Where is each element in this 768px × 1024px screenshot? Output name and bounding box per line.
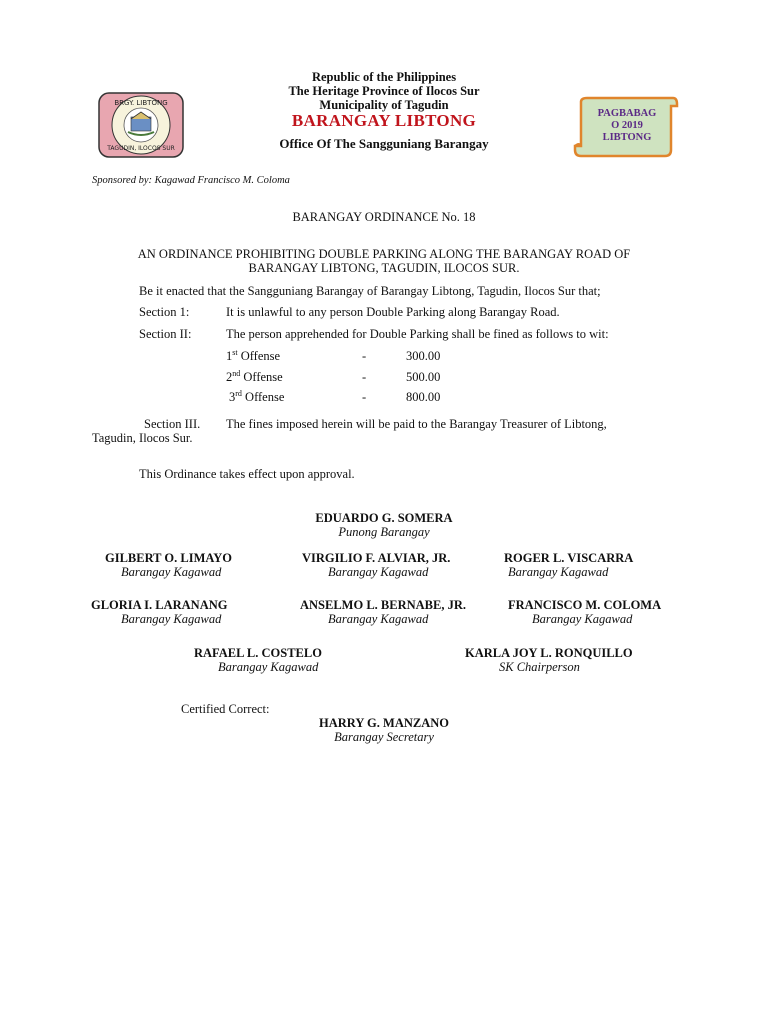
signatory-name: GILBERT O. LIMAYO xyxy=(105,551,233,565)
section3-label: Section III. xyxy=(144,417,201,431)
offense-2-amount: 500.00 xyxy=(406,370,441,384)
header-line3: Municipality of Tagudin xyxy=(319,98,449,112)
offense-2-dash: - xyxy=(362,370,367,384)
seal-text-top: BRGY. LIBTONG xyxy=(114,99,168,107)
signatory-title: Barangay Kagawad xyxy=(508,565,609,579)
header-line1: Republic of the Philippines xyxy=(311,70,457,84)
barangay-name: BARANGAY LIBTONG xyxy=(291,111,477,130)
signatory-name: RAFAEL L. COSTELO xyxy=(194,646,322,660)
secretary-title: Barangay Secretary xyxy=(334,730,434,744)
certified-correct-label: Certified Correct: xyxy=(181,702,270,716)
enacting-clause: Be it enacted that the Sangguniang Barangay of Barangay Libtong, Tagudin, Ilocos Sur that; xyxy=(139,284,601,298)
signatory-title: Barangay Kagawad xyxy=(218,660,319,674)
signatory-name: FRANCISCO M. COLOMA xyxy=(508,598,662,612)
section1-label: Section 1: xyxy=(139,305,190,319)
signatory-title: Barangay Kagawad xyxy=(121,565,222,579)
section2-label: Section II: xyxy=(139,327,192,341)
scroll-line-3: LIBTONG xyxy=(602,132,652,143)
signatory-title: Barangay Kagawad xyxy=(328,565,429,579)
signatory-name: ROGER L. VISCARRA xyxy=(504,551,634,565)
punong-barangay-title: Punong Barangay xyxy=(338,525,430,539)
signatory-name: VIRGILIO F. ALVIAR, JR. xyxy=(302,551,451,565)
office-name: Office Of The Sangguniang Barangay xyxy=(279,136,489,151)
barangay-seal-logo xyxy=(98,92,184,158)
header-line2: The Heritage Province of Ilocos Sur xyxy=(288,84,480,98)
punong-barangay-name: EDUARDO G. SOMERA xyxy=(315,511,453,525)
offense-1-amount: 300.00 xyxy=(406,349,441,363)
scroll-line-1: PAGBABAG xyxy=(597,108,657,119)
offense-3-amount: 800.00 xyxy=(406,390,441,404)
ordinance-title-line2: BARANGAY LIBTONG, TAGUDIN, ILOCOS SUR. xyxy=(248,261,520,275)
signatory-name: GLORIA I. LARANANG xyxy=(91,598,228,612)
offense-2-label: 2nd Offense xyxy=(226,368,283,384)
section1-text: It is unlawful to any person Double Parking along Barangay Road. xyxy=(226,305,560,319)
signatory-name: ANSELMO L. BERNABE, JR. xyxy=(300,598,466,612)
offense-1-dash: - xyxy=(362,349,367,363)
secretary-name: HARRY G. MANZANO xyxy=(319,716,449,730)
scroll-line-2: O 2019 xyxy=(611,120,643,131)
sponsor-line: Sponsored by: Kagawad Francisco M. Coloma xyxy=(92,175,290,186)
seal-text-bottom: TAGUDIN, ILOCOS SUR xyxy=(107,145,175,152)
ordinance-title-line1: AN ORDINANCE PROHIBITING DOUBLE PARKING ALONG THE BARANGAY ROAD OF xyxy=(137,247,631,261)
section3-text: The fines imposed herein will be paid to the Barangay Treasurer of Libtong, xyxy=(226,417,607,431)
signatory-name: KARLA JOY L. RONQUILLO xyxy=(465,646,633,660)
section2-text: The person apprehended for Double Parking shall be fined as follows to wit: xyxy=(226,327,609,341)
signatory-title: Barangay Kagawad xyxy=(121,612,222,626)
ordinance-number: BARANGAY ORDINANCE No. 18 xyxy=(292,210,476,224)
section3-text-cont: Tagudin, Ilocos Sur. xyxy=(92,431,193,445)
signatory-title: Barangay Kagawad xyxy=(328,612,429,626)
offense-3-label: 3rd Offense xyxy=(229,388,285,404)
effectivity-clause: This Ordinance takes effect upon approval. xyxy=(139,467,355,481)
offense-1-label: 1st Offense xyxy=(226,347,281,363)
signatory-title: Barangay Kagawad xyxy=(532,612,633,626)
offense-3-dash: - xyxy=(362,390,367,404)
signatory-title: SK Chairperson xyxy=(499,660,580,674)
